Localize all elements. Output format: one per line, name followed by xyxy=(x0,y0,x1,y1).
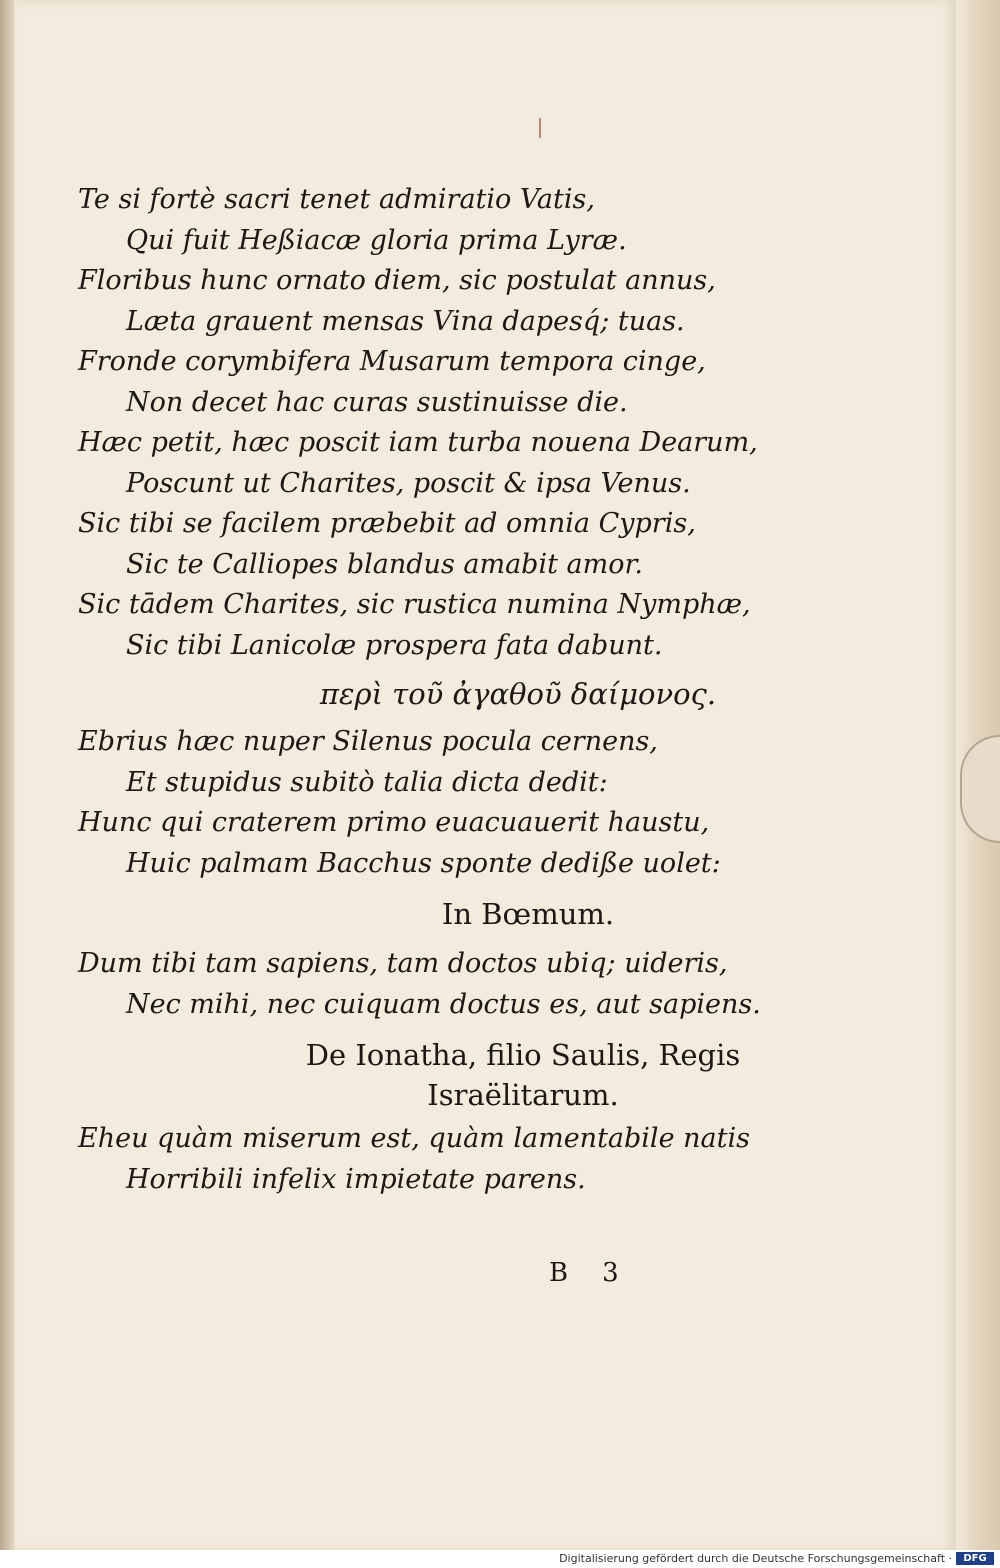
book-page xyxy=(16,0,956,1550)
heading-greek: περὶ τοῦ ἀγαθοῦ δαίμονος. xyxy=(319,677,717,711)
heading-de-ionatha-line-1: De Ionatha, filio Saulis, Regis xyxy=(305,1038,741,1072)
verse-line: Te si fortè sacri tenet admiratio Vatis, xyxy=(78,184,595,215)
verse-line: Sic tibi se facilem præbebit ad omnia Cypris, xyxy=(78,508,696,539)
verses-4 xyxy=(78,1119,938,1200)
book-spine xyxy=(0,0,14,1550)
verse-line: Huic palmam Bacchus sponte dediße uolet: xyxy=(126,847,721,879)
verse-line: Hunc qui craterem primo euacuauerit haustu, xyxy=(78,807,710,838)
verse-line: Sic te Calliopes blandus amabit amor. xyxy=(126,548,644,580)
verse-line: Sic tibi Lanicolæ prospera fata dabunt. xyxy=(126,629,663,661)
heading-de-ionatha xyxy=(78,1035,938,1115)
verses-2 xyxy=(78,722,938,884)
verse-line: Fronde corymbifera Musarum tempora cinge, xyxy=(78,346,706,377)
verse-line: Nec mihi, nec cuiquam doctus es, aut sapiens. xyxy=(126,988,761,1020)
verses-1 xyxy=(78,180,938,666)
verse-line: Eheu quàm miserum est, quàm lamentabile natis xyxy=(78,1123,750,1154)
signature-number: 3 xyxy=(602,1258,619,1288)
ink-mark xyxy=(539,118,541,138)
heading-de-ionatha-line-2: Israëlitarum. xyxy=(427,1078,619,1112)
verse-line: Non decet hac curas sustinuisse die. xyxy=(126,386,628,418)
verse-line: Et stupidus subitò talia dicta dedit: xyxy=(126,766,608,798)
heading-in-boemum: In Bœmum. xyxy=(441,897,615,931)
verses-3 xyxy=(78,944,938,1025)
signature-mark xyxy=(549,1258,619,1288)
verse-line: Poscunt ut Charites, poscit & ipsa Venus. xyxy=(126,467,691,499)
verse-line: Floribus hunc ornato diem, sic postulat annus, xyxy=(78,265,716,296)
dfg-logo: DFG xyxy=(956,1552,994,1565)
verse-line: Læta grauent mensas Vina dapesq́; tuas. xyxy=(126,305,685,337)
verse-line: Hæc petit, hæc poscit iam turba nouena Dearum, xyxy=(78,427,758,458)
signature-letter: B xyxy=(549,1258,569,1288)
footer-credit: Digitalisierung gefördert durch die Deutsche Forschungsgemeinschaft · xyxy=(559,1552,952,1565)
verse-line: Ebrius hæc nuper Silenus pocula cernens, xyxy=(78,726,658,757)
verse-line: Dum tibi tam sapiens, tam doctos ubiq; uideris, xyxy=(78,948,728,979)
verse-line: Horribili infelix impietate parens. xyxy=(126,1163,586,1195)
page-text xyxy=(78,180,938,1200)
verse-line: Qui fuit Heßiacæ gloria prima Lyræ. xyxy=(126,224,627,256)
verse-line: Sic tādem Charites, sic rustica numina Nymphæ, xyxy=(78,589,751,620)
